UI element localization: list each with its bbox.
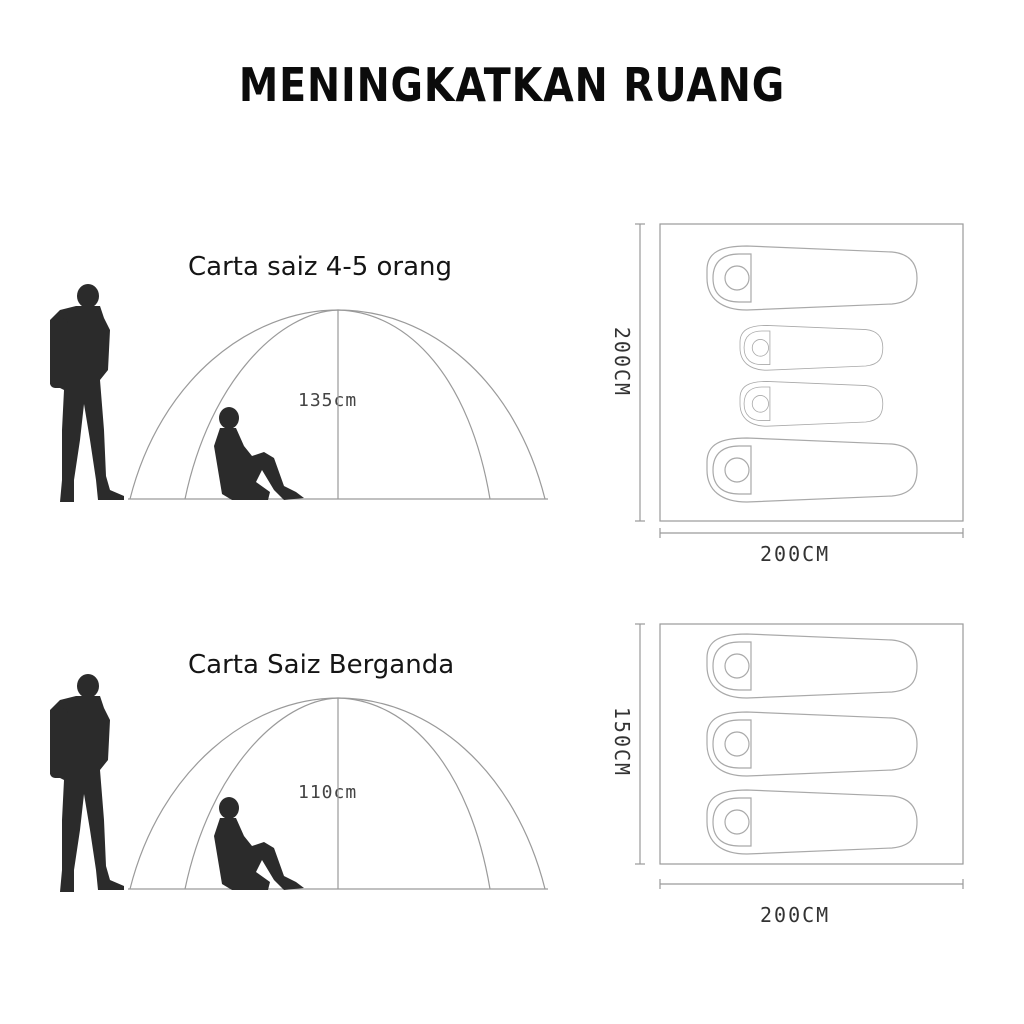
panel-2-tent: [128, 698, 548, 889]
sleeping-bag-icon: [707, 246, 917, 310]
panel-2-height: 110cm: [298, 782, 358, 803]
sitting-person-icon: [214, 407, 304, 500]
sleeping-bag-icon: [740, 325, 883, 370]
sleeping-bag-icon: [707, 712, 917, 776]
sleeping-bag-icon: [740, 381, 883, 426]
sitting-person-icon: [214, 797, 304, 890]
page-title: MENINGKATKAN RUANG: [238, 58, 786, 112]
standing-person-icon: [50, 674, 124, 892]
panel-1-floor-width: 200CM: [760, 542, 831, 566]
panel-2-floor-length: 150CM: [610, 706, 634, 778]
panel-1-label: Carta saiz 4-5 orang: [188, 252, 453, 282]
panel-2-floor-plan: [635, 624, 963, 889]
sleeping-bag-icon: [707, 634, 917, 698]
panel-2-label: Carta Saiz Berganda: [188, 650, 455, 680]
panel-1-floor-plan: [635, 224, 963, 538]
panel-1-floor-length: 200CM: [610, 326, 634, 398]
panel-1-height: 135cm: [298, 390, 358, 411]
panel-1-tent: [128, 310, 548, 499]
sleeping-bag-icon: [707, 438, 917, 502]
panel-2-floor-width: 200CM: [760, 903, 831, 927]
sleeping-bag-icon: [707, 790, 917, 854]
standing-person-icon: [50, 284, 124, 502]
